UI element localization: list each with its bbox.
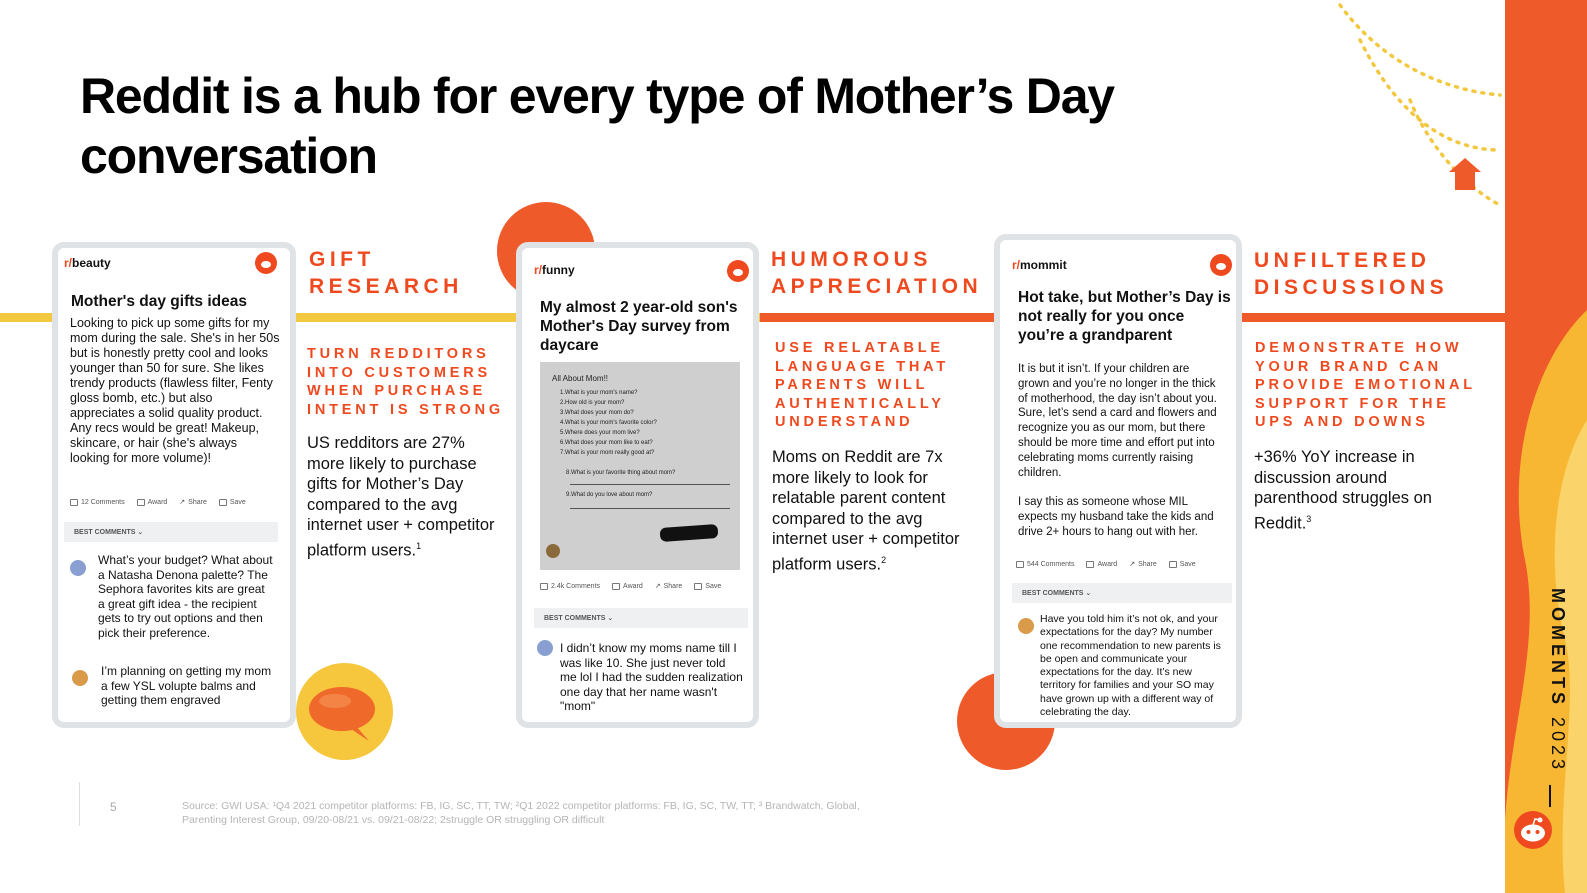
post-title[interactable]: My almost 2 year-old son's Mother's Day survey from daycare xyxy=(540,299,738,354)
survey-line: 1.What is your mom's name? xyxy=(560,390,638,396)
post-body: Looking to pick up some gifts for my mom during the sale. She's in her 50s but is honestly pretty cool and looks younger than 50 for sure. She likes trendy products (flawless filter, Fenty gloss bomb, etc.) but also appreciates a solid quality product. Any recs would be great! Makeup, skincare, or hair (she's always looking for more volume)! xyxy=(70,316,280,465)
best-comments-sort[interactable] xyxy=(1012,583,1232,603)
survey-line: 7.What is your mom really good at? xyxy=(560,450,655,456)
comment-icon xyxy=(70,499,78,506)
sticker-shape xyxy=(546,544,560,558)
post-actions xyxy=(70,498,246,506)
share-icon: ↗ xyxy=(179,499,186,506)
share-action[interactable]: ↗ Share xyxy=(179,498,207,506)
award-action[interactable]: Award xyxy=(612,582,643,590)
post-title[interactable]: Hot take, but Mother’s Day is not really for you once you’re a grandparent xyxy=(1018,289,1231,344)
award-icon xyxy=(137,499,145,506)
sort-label: BEST COMMENTS xyxy=(1022,590,1084,597)
source-line: Source: GWI USA: ¹Q4 2021 competitor platforms: FB, IG, SC, TT, TW; ²Q1 2022 competitor platforms: FB, IG, SC, TW, TT; ³ Brandwatch, Global, xyxy=(182,800,860,812)
post-card-funny[interactable] xyxy=(516,242,759,728)
share-icon: ↗ xyxy=(654,583,661,590)
comments-action[interactable]: 544 Comments xyxy=(1016,560,1074,568)
share-icon: ↗ xyxy=(1129,561,1136,568)
survey-title: All About Mom!! xyxy=(552,374,609,383)
comment-text: What’s your budget? What about a Natasha Denona palette? The Sephora favorites kits are great a great gift idea - the recipient gets to try out options and then pick their preference. xyxy=(98,553,273,640)
award-action[interactable]: Award xyxy=(137,498,168,506)
post-card-mommit[interactable] xyxy=(994,234,1242,728)
post-title[interactable]: Mother's day gifts ideas xyxy=(71,293,247,310)
post-body: It is but it isn’t. If your children are grown and you’re no longer in the thick of motherhood, the day isn’t about you. Sure, let’s send a card and flowers and recognize you as our mom, but there should be more time and effort put into celebrating moms currently raising children. xyxy=(1018,363,1217,479)
post-body: I say this as someone whose MIL expects my husband take the kids and drive 2+ hours to hang out with her. xyxy=(1018,496,1214,538)
section-heading-unfiltered-discussions: UNFILTERED DISCUSSIONS xyxy=(1254,249,1449,299)
bookmark-icon xyxy=(219,499,227,506)
comment-icon xyxy=(1016,561,1024,568)
sort-label: BEST COMMENTS xyxy=(74,529,136,536)
section-stat: +36% YoY increase in discussion around parenthood struggles on Reddit.$^3$ xyxy=(1254,448,1432,532)
save-action[interactable]: Save xyxy=(219,498,246,506)
comments-action[interactable]: 2.4k Comments xyxy=(540,582,600,590)
comment-text: I didn’t know my moms name till I was like 10. She just never told me lol I had the sudden realization one day that her name wasn't "mom" xyxy=(560,641,743,713)
speech-bubble-icon xyxy=(305,683,383,743)
survey-line: 3.What does your mom do? xyxy=(560,410,634,416)
survey-line: 9.What do you love about mom? xyxy=(566,492,653,498)
subreddit-name[interactable]: r/mommit xyxy=(1012,258,1067,272)
avatar xyxy=(72,670,88,686)
section-heading-humorous-appreciation: HUMOROUS APPRECIATION xyxy=(771,248,983,298)
subreddit-name[interactable]: r/funny xyxy=(534,263,575,277)
share-action[interactable]: ↗ Share xyxy=(654,582,683,590)
best-comments-sort[interactable] xyxy=(534,608,748,628)
survey-line: 2.How old is your mom? xyxy=(560,400,625,406)
bookmark-icon xyxy=(694,583,702,590)
avatar xyxy=(70,560,86,576)
comment-text: Have you told him it’s not ok, and your expectations for the day? My number one recommendation to new parents is be open and communicate your expectations for the day. It’s new territory for families and your SO may have grown up with a different way of celebrating the day. xyxy=(1040,613,1221,719)
award-action[interactable]: Award xyxy=(1086,560,1117,568)
reddit-snoo-logo-icon xyxy=(1513,810,1553,850)
award-icon xyxy=(1086,561,1094,568)
reddit-logo-icon xyxy=(727,260,749,282)
best-comments-sort[interactable] xyxy=(64,522,278,542)
section-subheading: DEMONSTRATE HOW YOUR BRAND CAN PROVIDE EMOTIONAL SUPPORT FOR THE UPS AND DOWNS xyxy=(1255,340,1476,430)
save-action[interactable]: Save xyxy=(1169,560,1196,568)
source-footnote xyxy=(182,800,942,827)
answer-line xyxy=(570,508,730,509)
page-number: 5 xyxy=(110,800,117,814)
divider xyxy=(1549,785,1551,807)
subreddit-name[interactable]: r/beauty xyxy=(64,256,111,270)
page-title: Reddit is a hub for every type of Mother’s Day conversation xyxy=(80,68,1114,184)
footer-divider xyxy=(79,782,80,826)
award-icon xyxy=(612,583,620,590)
section-heading-gift-research: GIFT RESEARCH xyxy=(309,248,463,298)
chevron-down-icon: ⌄ xyxy=(1085,590,1092,597)
survey-line: 4.What is your mom's favorite color? xyxy=(560,420,657,426)
survey-photo[interactable] xyxy=(540,362,740,570)
comment-icon xyxy=(540,583,548,590)
brand-moments-2023: MOMENTS 2023 xyxy=(1548,588,1568,774)
section-subheading: TURN REDDITORS INTO CUSTOMERS WHEN PURCHASE INTENT IS STRONG xyxy=(307,346,504,418)
chevron-down-icon: ⌄ xyxy=(137,529,144,536)
bookmark-icon xyxy=(1169,561,1177,568)
survey-line: 6.What does your mom like to eat? xyxy=(560,440,653,446)
post-actions xyxy=(1016,560,1196,568)
dotted-arc-decoration xyxy=(1320,0,1505,215)
sort-label: BEST COMMENTS xyxy=(544,615,606,622)
source-line: Parenting Interest Group, 09/20-08/21 vs. 09/21-08/22; 2struggle OR struggling OR difficult xyxy=(182,813,605,826)
chevron-down-icon: ⌄ xyxy=(607,615,614,622)
section-stat: US redditors are 27% more likely to purchase gifts for Mother’s Day compared to the avg internet user + competitor platform users.$^1$ xyxy=(307,434,495,559)
survey-line: 5.Where does your mom live? xyxy=(560,430,640,436)
section-subheading: USE RELATABLE LANGUAGE THAT PARENTS WILL AUTHENTICALLY UNDERSTAND xyxy=(775,340,949,430)
post-card-beauty[interactable] xyxy=(52,242,296,728)
avatar xyxy=(537,640,553,656)
share-action[interactable]: ↗ Share xyxy=(1129,560,1157,568)
comments-action[interactable]: 12 Comments xyxy=(70,498,125,506)
section-stat: Moms on Reddit are 7x more likely to look for relatable parent content compared to the avg internet user + competitor platform users.$^2$ xyxy=(772,448,960,573)
avatar xyxy=(1018,618,1034,634)
redaction-mark xyxy=(660,524,719,542)
reddit-logo-icon xyxy=(1210,254,1232,276)
comment-text: I’m planning on getting my mom a few YSL volupte balms and getting them engraved xyxy=(101,664,272,707)
survey-line: 8.What is your favorite thing about mom? xyxy=(566,470,676,476)
post-actions xyxy=(540,582,721,590)
answer-line xyxy=(570,484,730,485)
save-action[interactable]: Save xyxy=(694,582,721,590)
reddit-logo-icon xyxy=(255,252,277,274)
